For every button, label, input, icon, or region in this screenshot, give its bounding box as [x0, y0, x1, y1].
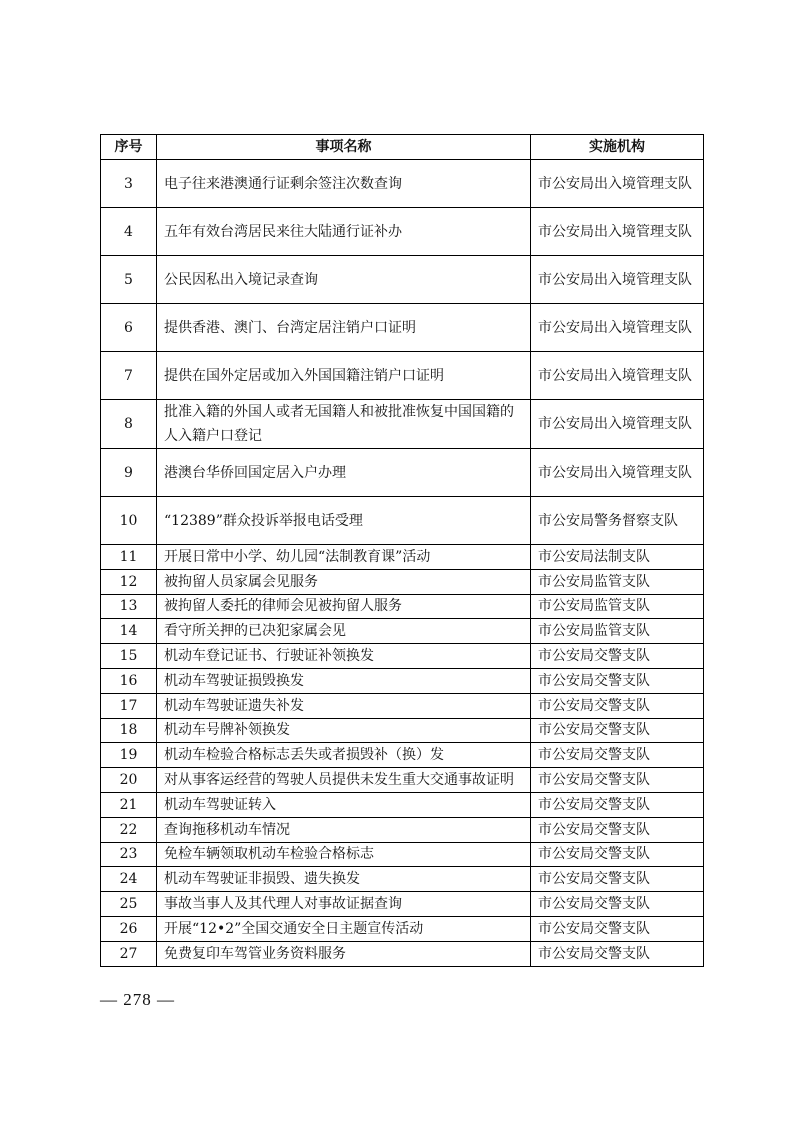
row-item-name: 批准入籍的外国人或者无国籍人和被批准恢复中国国籍的人入籍户口登记: [157, 400, 531, 449]
table-row: [101, 668, 704, 693]
table-row: [101, 594, 704, 619]
row-serial-number: 27: [101, 941, 157, 966]
row-implementing-agency: 市公安局交警支队: [531, 867, 704, 892]
table-row: [101, 352, 704, 400]
row-item-name: 看守所关押的已决犯家属会见: [157, 619, 531, 644]
header-serial-number: 序号: [101, 135, 157, 160]
row-implementing-agency: 市公安局法制支队: [531, 545, 704, 570]
table-row: [101, 718, 704, 743]
row-implementing-agency: 市公安局交警支队: [531, 892, 704, 917]
table-row: [101, 768, 704, 793]
row-implementing-agency: 市公安局出入境管理支队: [531, 304, 704, 352]
table-row: [101, 160, 704, 208]
row-serial-number: 15: [101, 644, 157, 669]
header-item-name: 事项名称: [157, 135, 531, 160]
row-implementing-agency: 市公安局交警支队: [531, 743, 704, 768]
row-serial-number: 5: [101, 256, 157, 304]
row-serial-number: 14: [101, 619, 157, 644]
row-serial-number: 3: [101, 160, 157, 208]
row-serial-number: 9: [101, 449, 157, 497]
row-item-name: 提供香港、澳门、台湾定居注销户口证明: [157, 304, 531, 352]
row-item-name: 公民因私出入境记录查询: [157, 256, 531, 304]
row-item-name: 被拘留人委托的律师会见被拘留人服务: [157, 594, 531, 619]
row-serial-number: 8: [101, 400, 157, 449]
row-serial-number: 20: [101, 768, 157, 793]
row-serial-number: 16: [101, 668, 157, 693]
row-serial-number: 26: [101, 916, 157, 941]
table-row: [101, 304, 704, 352]
row-implementing-agency: 市公安局出入境管理支队: [531, 160, 704, 208]
row-implementing-agency: 市公安局出入境管理支队: [531, 352, 704, 400]
row-implementing-agency: 市公安局交警支队: [531, 718, 704, 743]
row-item-name: 提供在国外定居或加入外国国籍注销户口证明: [157, 352, 531, 400]
row-item-name: 开展日常中小学、幼儿园“法制教育课”活动: [157, 545, 531, 570]
service-items-table: [100, 134, 704, 967]
row-item-name: 机动车号牌补领换发: [157, 718, 531, 743]
row-item-name: 开展“12•2”全国交通安全日主题宣传活动: [157, 916, 531, 941]
row-serial-number: 11: [101, 545, 157, 570]
row-implementing-agency: 市公安局监管支队: [531, 569, 704, 594]
row-item-name: 机动车检验合格标志丢失或者损毁补（换）发: [157, 743, 531, 768]
row-item-name: 机动车驾驶证遗失补发: [157, 693, 531, 718]
table-row: [101, 497, 704, 545]
table-row: [101, 941, 704, 966]
table-row: [101, 792, 704, 817]
table-row: [101, 569, 704, 594]
row-implementing-agency: 市公安局出入境管理支队: [531, 256, 704, 304]
row-item-name: 查询拖移机动车情况: [157, 817, 531, 842]
row-item-name: 港澳台华侨回国定居入户办理: [157, 449, 531, 497]
row-implementing-agency: 市公安局出入境管理支队: [531, 400, 704, 449]
table-row: [101, 449, 704, 497]
row-serial-number: 24: [101, 867, 157, 892]
row-implementing-agency: 市公安局交警支队: [531, 842, 704, 867]
table-row: [101, 743, 704, 768]
row-item-name: 对从事客运经营的驾驶人员提供未发生重大交通事故证明: [157, 768, 531, 793]
row-implementing-agency: 市公安局监管支队: [531, 594, 704, 619]
table-row: [101, 817, 704, 842]
row-implementing-agency: 市公安局交警支队: [531, 916, 704, 941]
row-serial-number: 25: [101, 892, 157, 917]
row-item-name: 被拘留人员家属会见服务: [157, 569, 531, 594]
row-serial-number: 7: [101, 352, 157, 400]
row-item-name: 五年有效台湾居民来往大陆通行证补办: [157, 208, 531, 256]
table-row: [101, 256, 704, 304]
row-serial-number: 12: [101, 569, 157, 594]
row-implementing-agency: 市公安局交警支队: [531, 693, 704, 718]
table-row: [101, 867, 704, 892]
row-item-name: 电子往来港澳通行证剩余签注次数查询: [157, 160, 531, 208]
row-implementing-agency: 市公安局交警支队: [531, 644, 704, 669]
table-row: [101, 644, 704, 669]
row-serial-number: 21: [101, 792, 157, 817]
row-serial-number: 19: [101, 743, 157, 768]
table-row: [101, 619, 704, 644]
table-body: [101, 160, 704, 967]
page-number: — 278 —: [100, 990, 175, 1009]
table-row: [101, 842, 704, 867]
row-implementing-agency: 市公安局交警支队: [531, 668, 704, 693]
row-implementing-agency: 市公安局交警支队: [531, 941, 704, 966]
row-serial-number: 23: [101, 842, 157, 867]
table-row: [101, 892, 704, 917]
row-implementing-agency: 市公安局警务督察支队: [531, 497, 704, 545]
row-item-name: 免费复印车驾管业务资料服务: [157, 941, 531, 966]
row-implementing-agency: 市公安局交警支队: [531, 792, 704, 817]
table-row: [101, 400, 704, 449]
row-item-name: 机动车驾驶证非损毁、遗失换发: [157, 867, 531, 892]
row-item-name: 机动车登记证书、行驶证补领换发: [157, 644, 531, 669]
row-serial-number: 13: [101, 594, 157, 619]
row-item-name: 事故当事人及其代理人对事故证据查询: [157, 892, 531, 917]
row-item-name: “12389”群众投诉举报电话受理: [157, 497, 531, 545]
row-item-name: 机动车驾驶证转入: [157, 792, 531, 817]
row-serial-number: 22: [101, 817, 157, 842]
table-row: [101, 916, 704, 941]
row-serial-number: 18: [101, 718, 157, 743]
row-item-name: 免检车辆领取机动车检验合格标志: [157, 842, 531, 867]
table-header-row: [101, 135, 704, 160]
row-implementing-agency: 市公安局交警支队: [531, 768, 704, 793]
row-serial-number: 6: [101, 304, 157, 352]
table-row: [101, 545, 704, 570]
row-serial-number: 4: [101, 208, 157, 256]
row-implementing-agency: 市公安局出入境管理支队: [531, 449, 704, 497]
row-serial-number: 10: [101, 497, 157, 545]
row-implementing-agency: 市公安局监管支队: [531, 619, 704, 644]
row-implementing-agency: 市公安局出入境管理支队: [531, 208, 704, 256]
row-item-name: 机动车驾驶证损毁换发: [157, 668, 531, 693]
header-implementing-agency: 实施机构: [531, 135, 704, 160]
table-row: [101, 208, 704, 256]
row-implementing-agency: 市公安局交警支队: [531, 817, 704, 842]
table-row: [101, 693, 704, 718]
row-serial-number: 17: [101, 693, 157, 718]
